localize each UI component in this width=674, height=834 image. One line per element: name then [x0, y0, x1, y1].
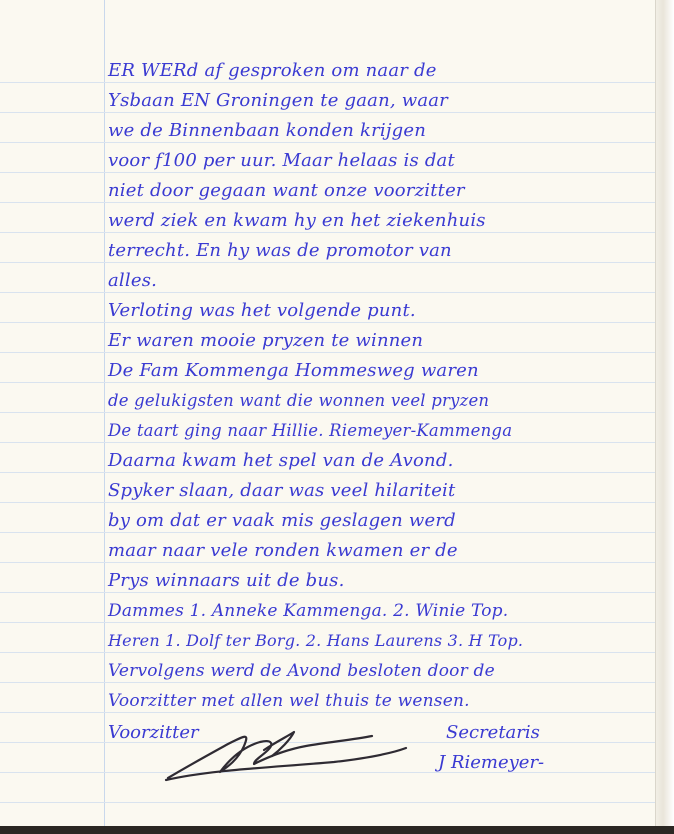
text-line: werd ziek en kwam hy en het ziekenhuis — [108, 210, 486, 231]
text-line: niet door gegaan want onze voorzitter — [108, 180, 465, 201]
text-line: Prys winnaars uit de bus. — [108, 570, 345, 591]
text-line: terrecht. En hy was de promotor van — [108, 240, 452, 261]
text-line: De Fam Kommenga Hommesweg waren — [108, 360, 479, 381]
text-line: Heren 1. Dolf ter Borg. 2. Hans Laurens 3. H Top. — [108, 631, 524, 650]
chairman-label: Voorzitter — [108, 722, 199, 743]
binding-strip — [0, 826, 674, 834]
text-line: maar naar vele ronden kwamen er de — [108, 540, 458, 561]
text-line: Ysbaan EN Groningen te gaan, waar — [108, 90, 448, 111]
text-line: ER WERd af gesproken om naar de — [108, 60, 437, 81]
text-line: Er waren mooie pryzen te winnen — [108, 330, 424, 351]
secretary-name: J Riemeyer- — [438, 752, 545, 773]
text-line: voor f100 per uur. Maar helaas is dat — [108, 150, 455, 171]
chairman-signature — [162, 726, 412, 782]
signature-area — [108, 722, 656, 782]
margin-line — [104, 0, 105, 826]
handwritten-text — [108, 56, 656, 716]
text-line: De taart ging naar Hillie. Riemeyer-Kammenga — [108, 421, 513, 440]
text-line: Daarna kwam het spel van de Avond. — [108, 450, 454, 471]
text-line: alles. — [108, 270, 158, 291]
rule-line — [0, 802, 656, 803]
page-edge — [655, 0, 674, 834]
text-line: de gelukigsten want die wonnen veel pryzen — [108, 391, 490, 410]
text-line: Verloting was het volgende punt. — [108, 300, 416, 321]
text-line: Spyker slaan, daar was veel hilariteit — [108, 480, 456, 501]
text-line: Voorzitter met allen wel thuis te wensen. — [108, 691, 470, 711]
text-line: Vervolgens werd de Avond besloten door de — [108, 661, 495, 681]
text-line: by om dat er vaak mis geslagen werd — [108, 510, 456, 531]
secretary-label: Secretaris — [446, 722, 540, 743]
text-line: we de Binnenbaan konden krijgen — [108, 120, 427, 141]
text-line: Dammes 1. Anneke Kammenga. 2. Winie Top. — [108, 601, 509, 621]
